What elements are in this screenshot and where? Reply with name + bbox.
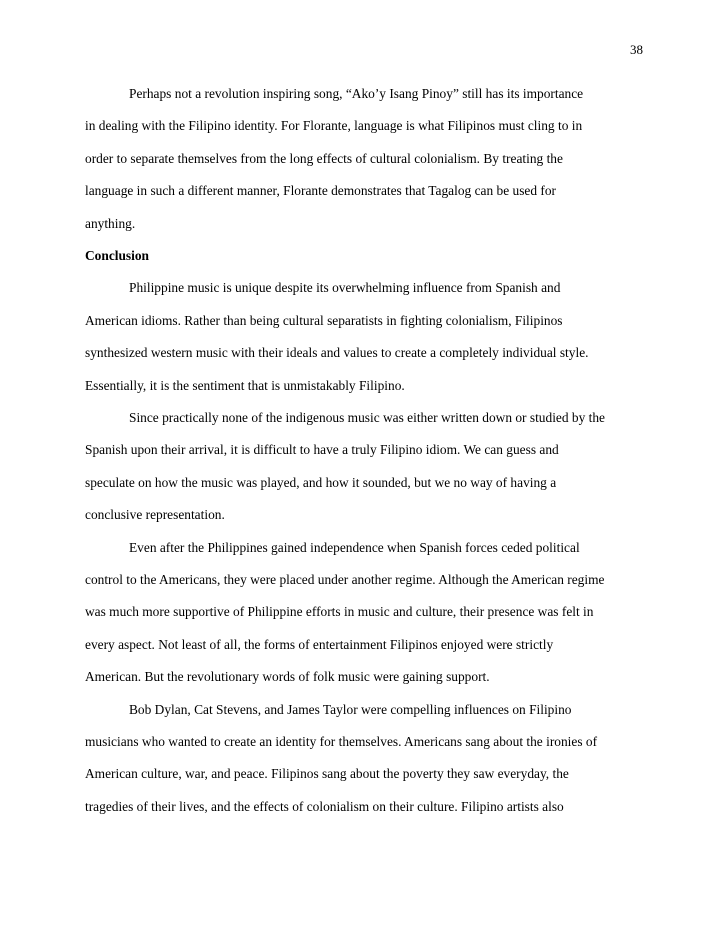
text-line: language in such a different manner, Florante demonstrates that Tagalog can be used for — [85, 183, 557, 199]
text-line: Perhaps not a revolution inspiring song, “Ako’y Isang Pinoy” still has its importance — [129, 86, 584, 101]
text-line: Spanish upon their arrival, it is difficult to have a truly Filipino idiom. We can guess and — [85, 442, 559, 458]
page-number: 38 — [630, 42, 643, 57]
text-line: order to separate themselves from the long effects of cultural colonialism. By treating the — [85, 150, 563, 166]
text-line: tragedies of their lives, and the effects of colonialism on their culture. Filipino artists also — [85, 798, 564, 814]
text-line: Even after the Philippines gained independence when Spanish forces ceded political — [129, 539, 580, 555]
text-line: Bob Dylan, Cat Stevens, and James Taylor were compelling influences on Filipino — [129, 701, 572, 717]
text-line: conclusive representation. — [85, 507, 225, 523]
text-line: Since practically none of the indigenous music was either written down or studied by the — [129, 410, 605, 425]
text-line: in dealing with the Filipino identity. For Florante, language is what Filipinos must cling to in — [85, 118, 583, 134]
text-line: was much more supportive of Philippine efforts in music and culture, their presence was felt in — [85, 604, 594, 620]
text-line: control to the Americans, they were placed under another regime. Although the American regime — [85, 572, 605, 587]
text-line: Philippine music is unique despite its overwhelming influence from Spanish and — [129, 280, 561, 296]
text-line: synthesized western music with their ideals and values to create a completely individual style. — [85, 345, 589, 361]
text-line: Essentially, it is the sentiment that is unmistakably Filipino. — [85, 377, 405, 393]
text-line: speculate on how the music was played, and how it sounded, but we no way of having a — [85, 474, 557, 490]
text-line: American culture, war, and peace. Filipinos sang about the poverty they saw everyday, the — [85, 766, 569, 782]
text-line: every aspect. Not least of all, the forms of entertainment Filipinos enjoyed were strictly — [85, 636, 554, 652]
text-line: American. But the revolutionary words of folk music were gaining support. — [85, 669, 490, 685]
section-heading: Conclusion — [85, 248, 149, 263]
text-line: anything. — [85, 215, 136, 231]
text-line: American idioms. Rather than being cultural separatists in fighting colonialism, Filipinos — [85, 312, 563, 328]
text-line: musicians who wanted to create an identity for themselves. Americans sang about the ironies of — [85, 734, 598, 749]
